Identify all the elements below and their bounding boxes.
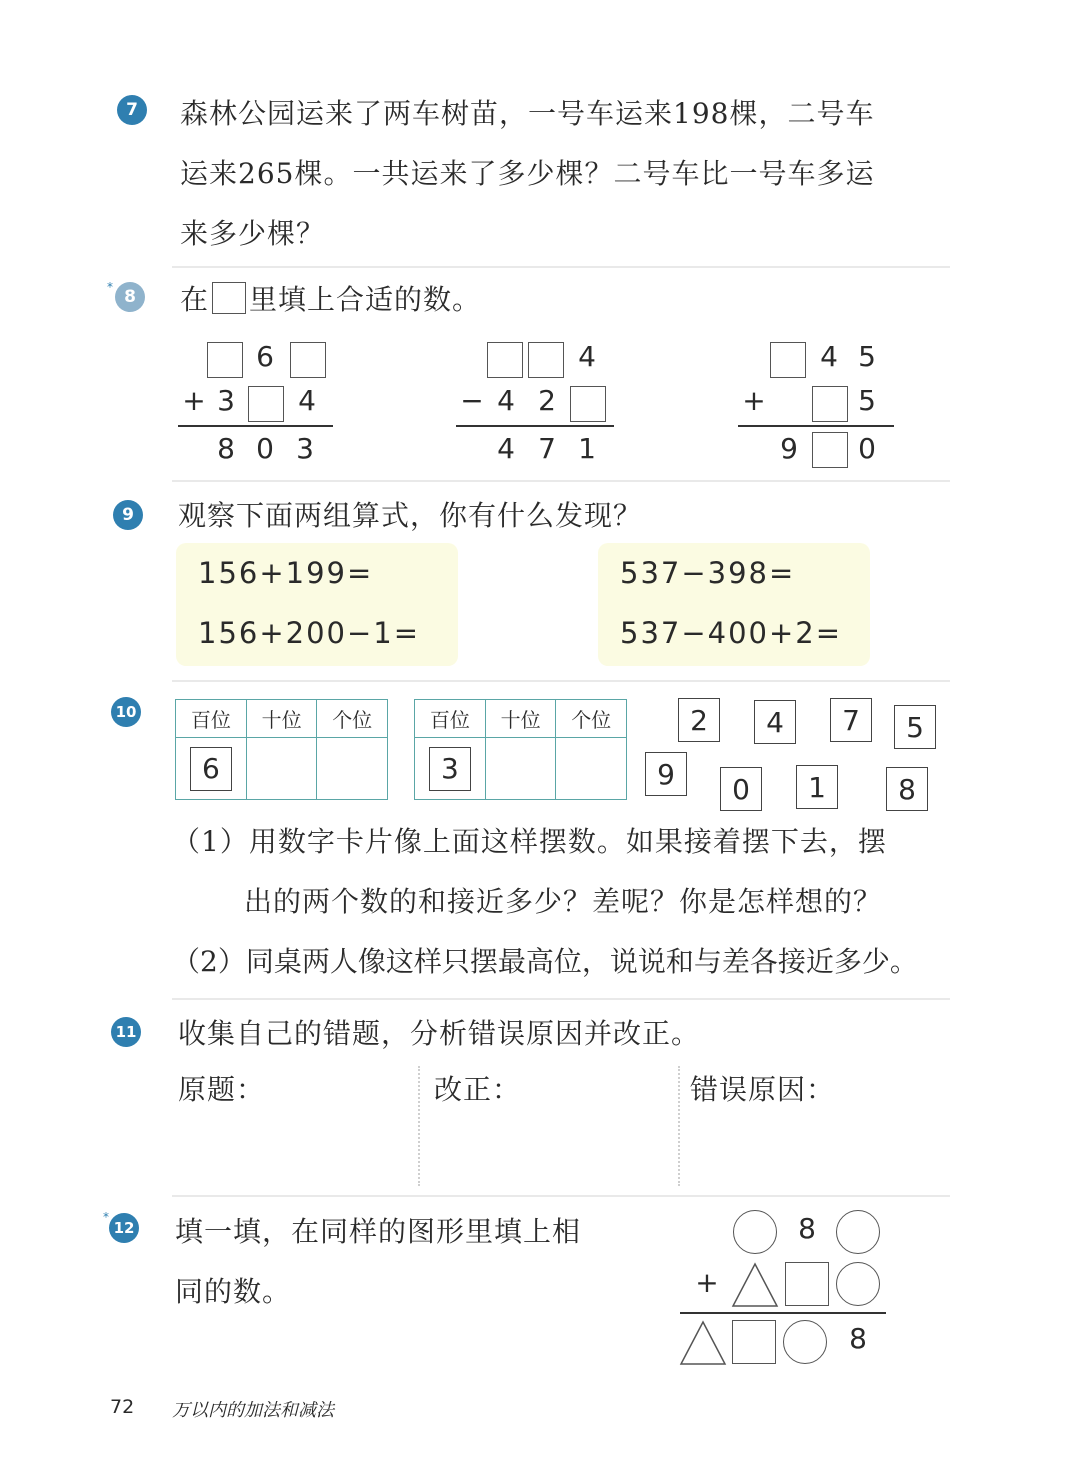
square-shape [785, 1262, 829, 1306]
digit: 8 [217, 432, 235, 465]
tens-cell[interactable] [246, 738, 317, 800]
divider [172, 480, 950, 482]
q10-subquestion-2: （2）同桌两人像这样只摆最高位，说说和与差各接近多少。 [172, 945, 918, 978]
digit-card[interactable]: 2 [678, 698, 720, 742]
digit: 9 [780, 432, 798, 465]
circle-shape [733, 1210, 777, 1254]
divider [172, 998, 950, 1000]
q9-title: 观察下面两组算式，你有什么发现？ [178, 499, 643, 532]
correction-label: 改正： [434, 1073, 522, 1106]
hundreds-cell [415, 738, 486, 800]
original-problem-label: 原题： [178, 1073, 266, 1106]
question-9-number: 9 [113, 500, 143, 530]
answer-box[interactable] [487, 342, 523, 378]
digit-card[interactable]: 9 [645, 752, 687, 796]
place-value-table [414, 699, 627, 800]
question-7-number: 7 [117, 95, 147, 125]
difference-line [456, 425, 614, 427]
digit-card[interactable]: 4 [754, 700, 796, 744]
triangle-shape [679, 1320, 727, 1366]
operator: − [460, 384, 484, 417]
error-reason-label: 错误原因： [690, 1073, 836, 1106]
circle-shape [836, 1262, 880, 1306]
tens-cell[interactable] [485, 738, 556, 800]
answer-box[interactable] [812, 432, 848, 468]
digit: 3 [296, 432, 314, 465]
ones-cell[interactable] [317, 738, 388, 800]
digit-card[interactable]: 5 [894, 705, 936, 749]
triangle-shape [731, 1262, 779, 1308]
digit: 1 [578, 432, 596, 465]
header-ones: 个位 [317, 700, 388, 738]
divider [172, 680, 950, 682]
q12-text-line2: 同的数。 [175, 1275, 292, 1308]
digit: 5 [858, 340, 876, 373]
square-shape [732, 1320, 776, 1364]
expression: 537−400+2= [620, 616, 843, 650]
digit: 7 [538, 432, 556, 465]
column-divider [418, 1066, 420, 1186]
sum-line [178, 425, 333, 427]
column-divider [678, 1066, 680, 1186]
q8-title-pre: 在 [180, 283, 210, 316]
divider [172, 266, 950, 268]
digit: 8 [849, 1322, 867, 1355]
q11-title: 收集自己的错题，分析错误原因并改正。 [178, 1017, 701, 1050]
expression: 156+199= [198, 556, 374, 590]
q10-subquestion-1-line2: 出的两个数的和接近多少？差呢？你是怎样想的？ [244, 885, 883, 918]
place-value-table [175, 699, 388, 800]
digit-card[interactable]: 0 [720, 767, 762, 811]
digit: 0 [858, 432, 876, 465]
header-tens: 十位 [246, 700, 317, 738]
header-ones: 个位 [556, 700, 627, 738]
digit: 2 [538, 384, 556, 417]
expression: 537−398= [620, 556, 796, 590]
circle-shape [783, 1320, 827, 1364]
ones-cell[interactable] [556, 738, 627, 800]
header-tens: 十位 [485, 700, 556, 738]
digit: 4 [497, 384, 515, 417]
circle-shape [836, 1210, 880, 1254]
answer-box[interactable] [570, 386, 606, 422]
divider [172, 1195, 950, 1197]
q7-text-line3: 来多少棵？ [180, 217, 326, 250]
digit: 5 [858, 384, 876, 417]
digit-card[interactable]: 7 [830, 698, 872, 742]
digit-card[interactable]: 1 [796, 765, 838, 809]
question-8-number: 8 [115, 282, 145, 312]
digit-card: 6 [190, 747, 232, 791]
question-10-number: 10 [111, 697, 141, 727]
blank-box-icon [212, 282, 246, 314]
answer-box[interactable] [770, 342, 806, 378]
digit: 8 [798, 1212, 816, 1245]
q12-text-line1: 填一填，在同样的图形里填上相 [175, 1215, 582, 1248]
answer-box[interactable] [207, 342, 243, 378]
digit: 4 [578, 340, 596, 373]
digit-card: 3 [429, 747, 471, 791]
star-icon: * [107, 280, 113, 294]
header-hundreds: 百位 [176, 700, 247, 738]
page-number: 72 [110, 1396, 135, 1418]
answer-box[interactable] [812, 386, 848, 422]
sum-line [738, 425, 894, 427]
q8-title-post: 里填上合适的数。 [249, 283, 482, 316]
digit: 4 [497, 432, 515, 465]
digit: 4 [820, 340, 838, 373]
answer-box[interactable] [248, 386, 284, 422]
q10-subquestion-1-line1: （1）用数字卡片像上面这样摆数。如果接着摆下去，摆 [172, 825, 887, 858]
q7-text-line2: 运来265棵。一共运来了多少棵？二号车比一号车多运 [180, 157, 875, 190]
sum-line [680, 1312, 886, 1314]
q8-title [180, 278, 481, 318]
q7-text-line1: 森林公园运来了两车树苗，一号车运来198棵，二号车 [180, 97, 875, 130]
operator: + [695, 1266, 719, 1299]
star-icon: * [103, 1210, 109, 1224]
expression: 156+200−1= [198, 616, 421, 650]
header-hundreds: 百位 [415, 700, 486, 738]
hundreds-cell [176, 738, 247, 800]
digit: 6 [256, 340, 274, 373]
answer-box[interactable] [528, 342, 564, 378]
digit: 3 [217, 384, 235, 417]
digit: 0 [256, 432, 274, 465]
operator: + [182, 384, 206, 417]
digit: 4 [298, 384, 316, 417]
answer-box[interactable] [290, 342, 326, 378]
operator: + [742, 384, 766, 417]
question-11-number: 11 [111, 1017, 141, 1047]
question-12-number: 12 [109, 1213, 139, 1243]
chapter-title: 万以内的加法和减法 [172, 1400, 334, 1421]
digit-card[interactable]: 8 [886, 767, 928, 811]
